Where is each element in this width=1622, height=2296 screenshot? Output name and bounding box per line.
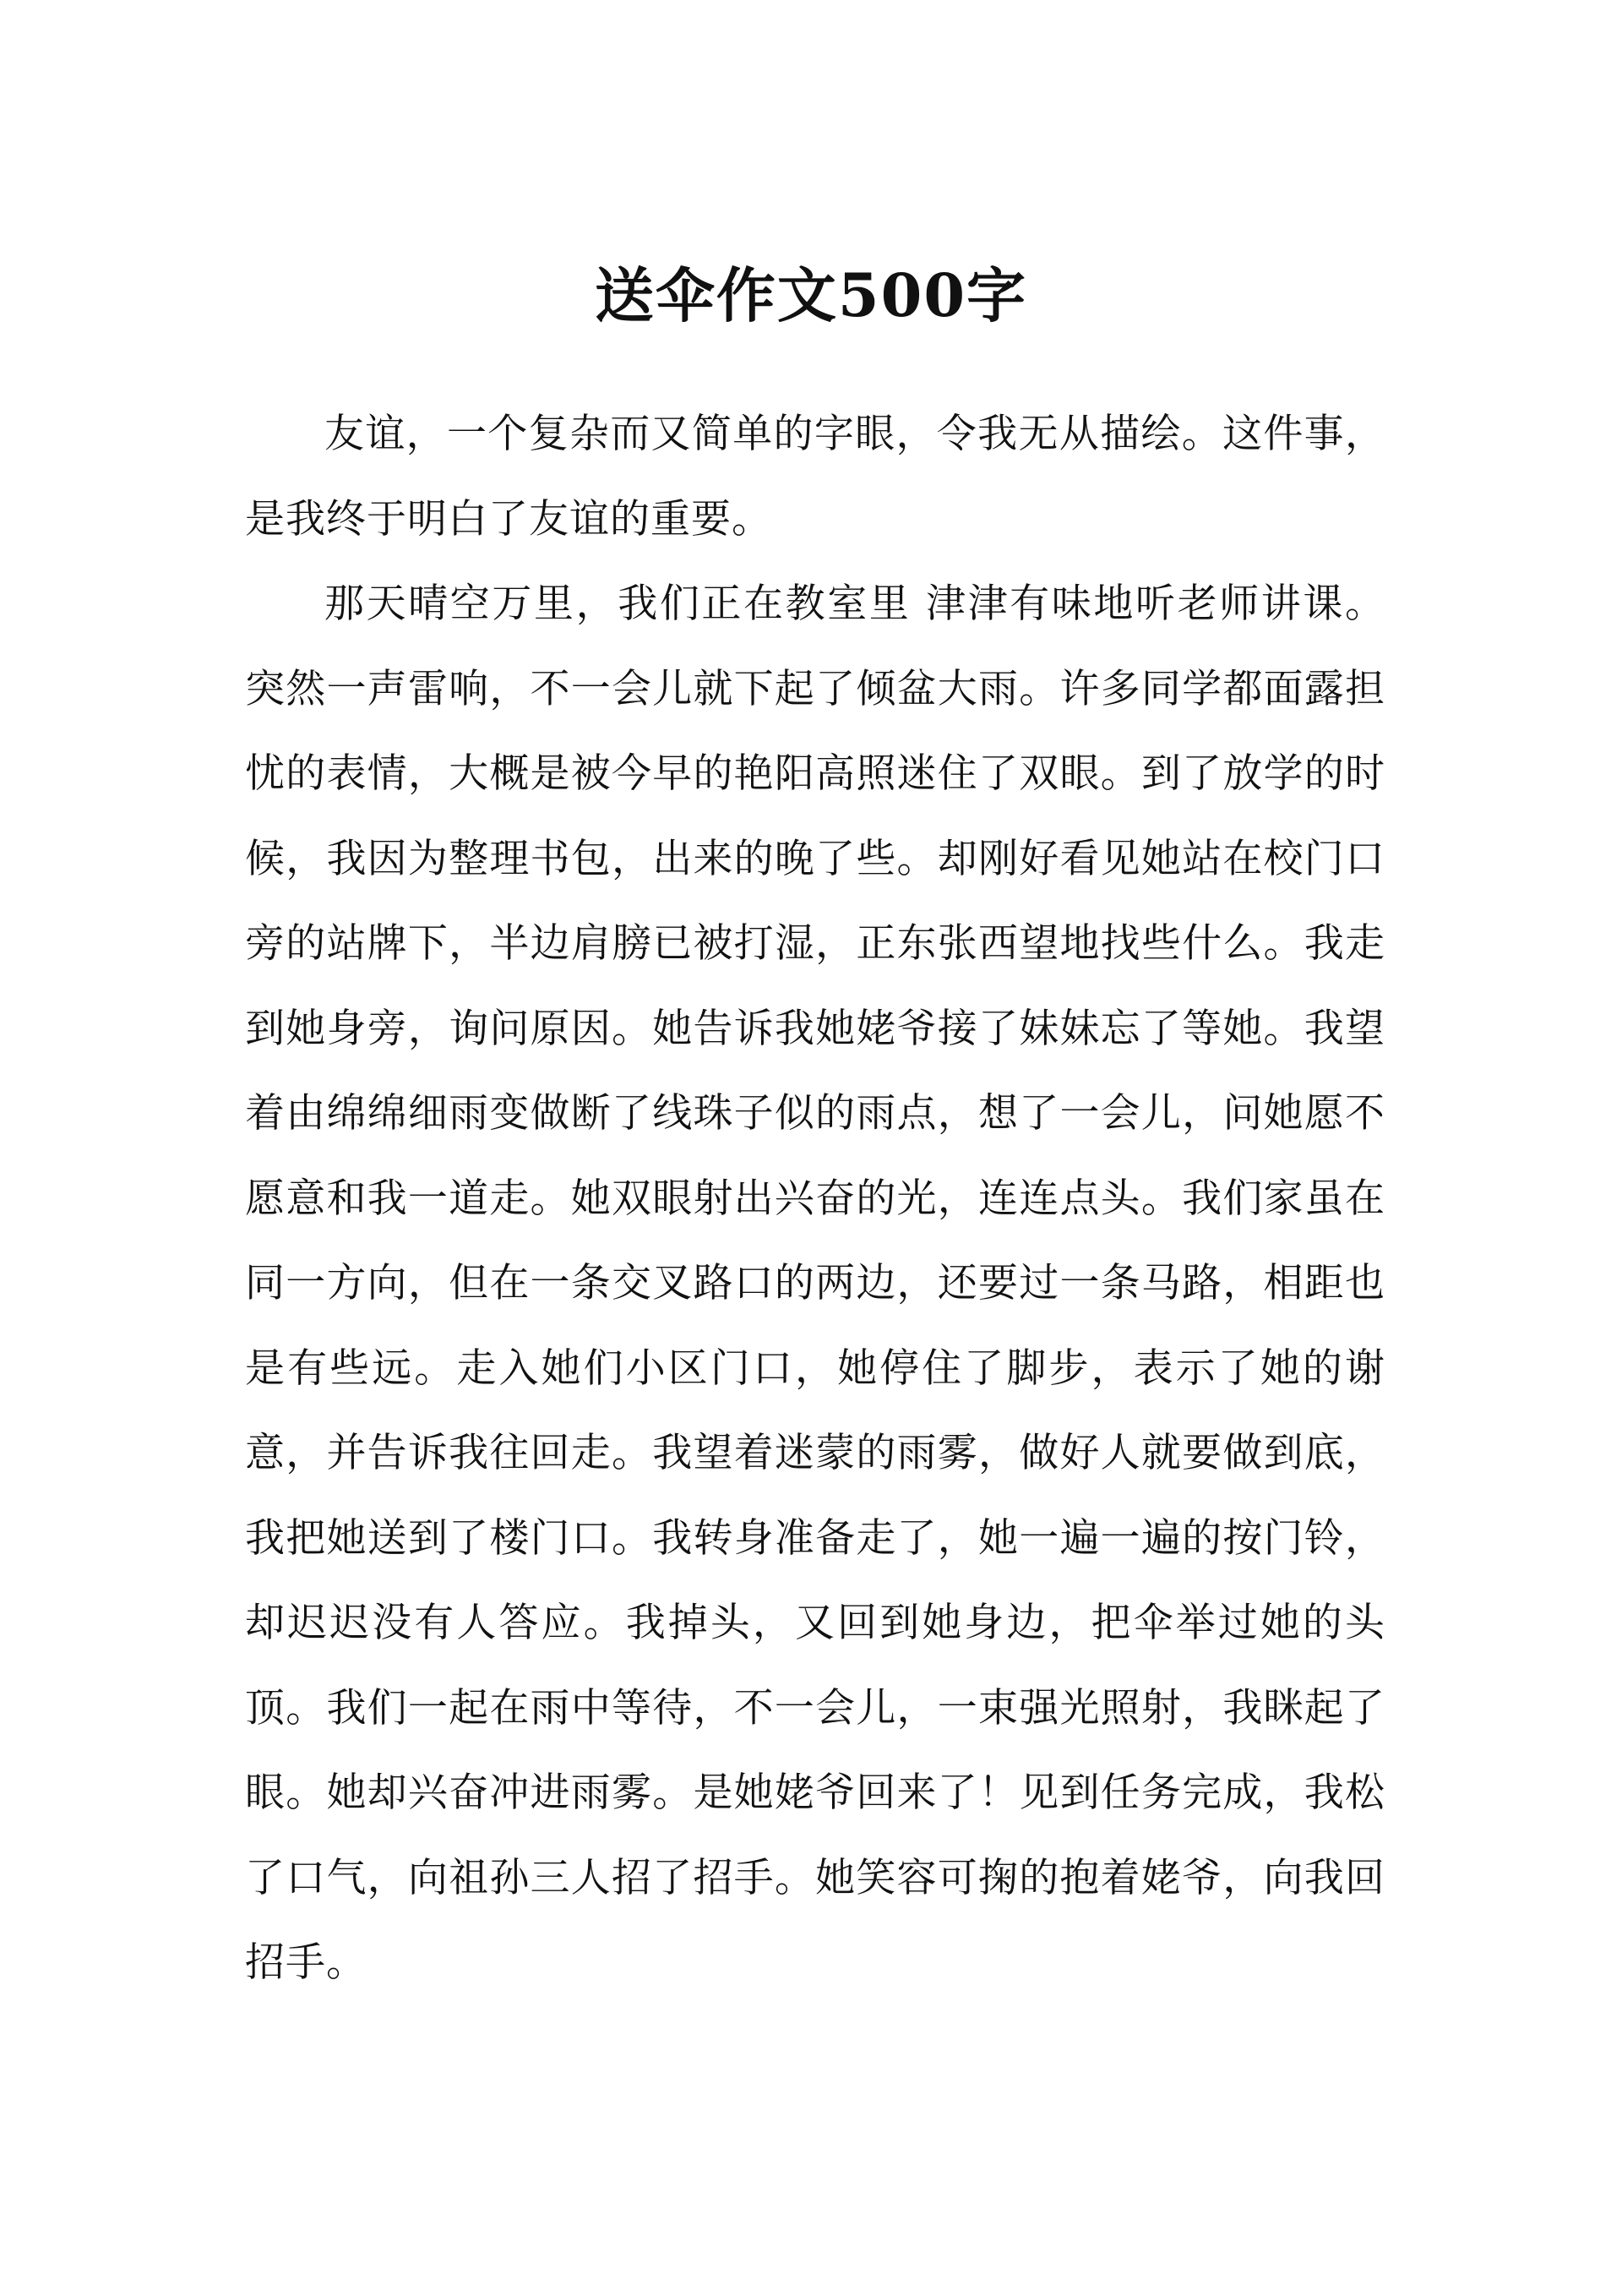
document-body bbox=[245, 392, 1385, 2006]
paragraph-2: 那天晴空万里，我们正在教室里 津津有味地听老师讲课。突然一声雷响，不一会儿就下起了倾盆大雨。许多同学都面露担忧的表情，大概是被今早的艳阳高照迷住了双眼。到了放学的时候，我因为整理书包，出来的晚了些。却刚好看见她站在校门口旁的站牌下，半边肩膀已被打湿，正东张西望地找些什么。我走到她身旁，询问原因。她告诉我她姥爷接了妹妹忘了等她。我望着由绵绵细雨变做断了线珠子似的雨点，想了一会儿，问她愿不愿意和我一道走。她双眼射出兴奋的光，连连点头。我们家虽在同一方向，但在一条交叉路口的两边，还要过一条马路，相距也是有些远。走入她们小区门口，她停住了脚步，表示了她的谢意，并告诉我往回走。我望着迷蒙的雨雾，做好人就要做到底，我把她送到了楼门口。我转身准备走了，她一遍一遍的按门铃，却迟迟没有人答应。我掉头，又回到她身边，把伞举过她的头顶。我们一起在雨中等待，不一会儿，一束强光照射，我眯起了眼。她却兴奋冲进雨雾。是她姥爷回来了！见到任务完成，我松了口气，向祖孙三人招了招手。她笑容可掬的抱着姥爷，向我回招手。 bbox=[245, 581, 1385, 1986]
paragraph-1: 友谊，一个复杂而又简单的字眼，令我无从描绘。这件事，是我终于明白了友谊的重要。 bbox=[245, 411, 1385, 543]
document-title: 送伞作文500字 bbox=[594, 260, 1028, 330]
